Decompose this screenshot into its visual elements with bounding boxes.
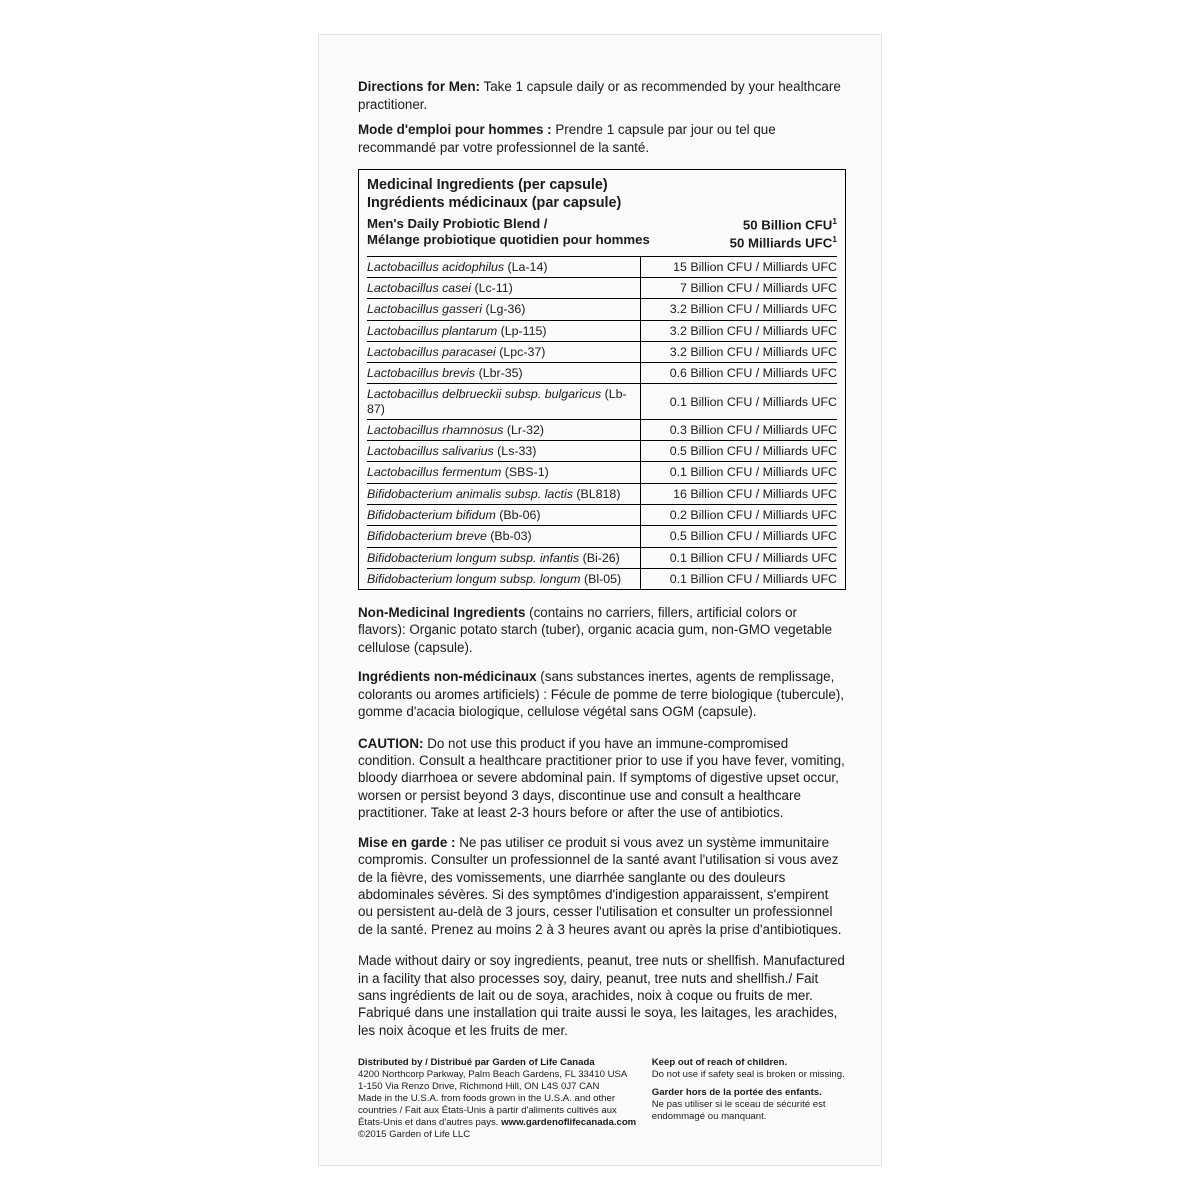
directions-section (358, 78, 846, 157)
strain-code: (Ls-33) (493, 444, 537, 459)
non-medicinal-section (358, 604, 846, 721)
origin-text: Made in the U.S.A. from foods grown in the U.S.A. and other countries / Fait aux États-Unis à partir d'aliments cultivés aux États-Unis et dans d'autres pays. (358, 1092, 617, 1128)
strain-code: (Bb-03) (486, 529, 532, 544)
strain-name-cell (367, 483, 641, 504)
strain-amount-cell: 0.1 Billion CFU / Milliards UFC (641, 384, 838, 420)
strain-code: (La-14) (504, 259, 548, 274)
strain-amount-cell: 0.5 Billion CFU / Milliards UFC (641, 441, 838, 462)
table-row (367, 384, 837, 420)
strain-code: (BL818) (572, 486, 621, 501)
strain-amount-cell: 7 Billion CFU / Milliards UFC (641, 278, 838, 299)
caution-fr (358, 834, 846, 939)
strain-amount-cell: 0.3 Billion CFU / Milliards UFC (641, 419, 838, 440)
caution-fr-text: Ne pas utiliser ce produit si vous avez un système immunitaire compromis. Consulter un professionnel de la santé avant l'utilisation si vous avez de la fièvre, des vomissements, une diarrhée sanglante ou des douleurs abdominales sévères. Si des symptômes d'indigestion apparaissent, s'empirent ou persistent au-delà de 3 jours, cesser l'utilisation et consulter un professionnel de la santé. Prenez au moins 2 à 3 heures avant ou après la prise d'antibiotiques. (358, 834, 842, 937)
blend-name (367, 216, 660, 249)
non-medicinal-fr-text: (sans substances inertes, agents de remplissage, colorants ou aromes artificiels) : Fécule de pomme de terre biologique (tubercule), gomme d'acacia biologique, cellulose végétal sans OGM (capsule). (358, 669, 845, 720)
blend-name-en: Men's Daily Probiotic Blend / (367, 215, 548, 231)
strain-code: (Lb-87) (367, 387, 627, 416)
strain-amount-cell: 0.5 Billion CFU / Milliards UFC (641, 526, 838, 547)
strain-name-cell (367, 256, 641, 277)
blend-amount-fr-footnote: 1 (832, 233, 837, 244)
strain-name-cell (367, 384, 641, 420)
allergen-text: Made without dairy or soy ingredients, peanut, tree nuts or shellfish. Manufactured in a facility that also processes soy, dairy, peanut, tree nuts and shellfish./ Fait sans ingrédients de lait ou de soya, arachides, noix à coque ou fruits de mer. Fabriqué dans une installation qui traite aussi le soya, les laitages, les arachides, les noix àcoque et les fruits de mer. (358, 953, 845, 1038)
strain-species: Lactobacillus fermentum (367, 465, 502, 480)
strain-amount-cell: 0.1 Billion CFU / Milliards UFC (641, 568, 838, 589)
table-row (367, 526, 837, 547)
keep-out-fr-text: Ne pas utiliser si le sceau de sécurité est endommagé ou manquant. (651, 1098, 826, 1122)
address-line-2: 1-150 Via Renzo Drive, Richmond Hill, ON L4S 0J7 CAN (358, 1081, 600, 1093)
strain-amount-cell: 3.2 Billion CFU / Milliards UFC (641, 341, 838, 362)
strain-species: Lactobacillus casei (367, 281, 472, 296)
strain-amount-cell: 0.1 Billion CFU / Milliards UFC (641, 462, 838, 483)
caution-en (358, 735, 846, 822)
table-row (367, 278, 837, 299)
table-row (367, 547, 837, 568)
strain-code: (Lbr-35) (475, 366, 523, 381)
strain-species: Bifidobacterium animalis subsp. lactis (367, 486, 573, 501)
strain-species: Lactobacillus brevis (367, 366, 476, 381)
blend-amount (730, 216, 837, 252)
table-row (367, 256, 837, 277)
table-row (367, 462, 837, 483)
strain-code: (Bb-06) (495, 507, 541, 522)
table-row (367, 483, 837, 504)
directions-en-label: Directions for Men: (358, 79, 481, 94)
strain-species: Bifidobacterium breve (367, 529, 487, 544)
strain-name-cell (367, 419, 641, 440)
website-link[interactable]: www.gardenoflifecanada.com (501, 1116, 637, 1128)
non-medicinal-en (358, 604, 846, 656)
blend-amount-en (730, 216, 837, 234)
strain-species: Lactobacillus delbrueckii subsp. bulgaricus (367, 387, 602, 402)
table-row (367, 504, 837, 525)
table-row (367, 341, 837, 362)
label-content (358, 78, 846, 1141)
strains-table (367, 256, 837, 589)
blend-amount-fr (730, 234, 837, 252)
strain-species: Lactobacillus plantarum (367, 323, 498, 338)
directions-en-text: Take 1 capsule daily or as recommended by your healthcare practitioner. (358, 79, 841, 112)
table-row (367, 419, 837, 440)
strain-code: (Lg-36) (482, 302, 526, 317)
caution-fr-label: Mise en garde : (358, 834, 456, 850)
blend-amount-fr-value: 50 Milliards UFC (729, 235, 833, 251)
directions-en (358, 78, 846, 113)
strain-amount-cell: 0.2 Billion CFU / Milliards UFC (641, 504, 838, 525)
origin-statement (358, 1093, 638, 1129)
blend-amount-en-footnote: 1 (832, 215, 837, 226)
table-row (367, 320, 837, 341)
strain-name-cell (367, 320, 641, 341)
blend-row (367, 216, 837, 256)
non-medicinal-en-label: Non-Medicinal Ingredients (358, 605, 526, 621)
table-row (367, 363, 837, 384)
table-row (367, 299, 837, 320)
directions-fr-text: Prendre 1 capsule par jour ou tel que recommandé par votre professionnel de la santé. (358, 122, 776, 156)
strain-code: (Lpc-37) (495, 344, 546, 359)
table-row (367, 441, 837, 462)
strain-amount-cell: 3.2 Billion CFU / Milliards UFC (641, 299, 838, 320)
caution-section (358, 735, 846, 939)
caution-en-label: CAUTION: (358, 735, 424, 751)
strain-species: Bifidobacterium bifidum (367, 507, 496, 522)
non-medicinal-fr (358, 668, 846, 720)
directions-fr (358, 121, 846, 156)
strain-name-cell (367, 341, 641, 362)
strain-amount-cell: 0.6 Billion CFU / Milliards UFC (641, 363, 838, 384)
directions-fr-label: Mode d'emploi pour hommes : (358, 122, 552, 138)
strain-code: (Lp-115) (497, 323, 547, 338)
strain-code: (Bi-26) (579, 550, 620, 565)
strain-code: (SBS-1) (501, 465, 549, 480)
strain-species: Lactobacillus acidophilus (367, 259, 505, 274)
strain-amount-cell: 16 Billion CFU / Milliards UFC (641, 483, 838, 504)
strain-species: Lactobacillus paracasei (367, 344, 496, 359)
strain-amount-cell: 3.2 Billion CFU / Milliards UFC (641, 320, 838, 341)
footer-distributor-column (358, 1057, 652, 1140)
copyright: ©2015 Garden of Life LLC (358, 1128, 471, 1140)
medicinal-ingredients-box (358, 169, 846, 590)
blend-amount-en-value: 50 Billion CFU (742, 217, 833, 233)
strain-amount-cell: 0.1 Billion CFU / Milliards UFC (641, 547, 838, 568)
footer-warning-column (652, 1057, 846, 1140)
strain-species: Lactobacillus rhamnosus (367, 422, 504, 437)
strain-name-cell (367, 526, 641, 547)
strain-name-cell (367, 547, 641, 568)
address-line-1: 4200 Northcorp Parkway, Palm Beach Gardens, FL 33410 USA (358, 1069, 628, 1081)
distributed-by: Distributed by / Distribué par Garden of Life Canada (358, 1057, 595, 1069)
footer-section (358, 1057, 846, 1140)
strain-name-cell (367, 363, 641, 384)
strain-code: (Lc-11) (471, 281, 513, 296)
table-row (367, 568, 837, 589)
allergen-section (358, 952, 846, 1039)
strain-name-cell (367, 441, 641, 462)
blend-name-fr: Mélange probiotique quotidien pour hommes (367, 232, 650, 248)
strain-species: Bifidobacterium longum subsp. longum (367, 571, 581, 586)
keep-out-en-label: Keep out of reach of children. (651, 1057, 788, 1069)
ingredients-title-fr: Ingrédients médicinaux (par capsule) (367, 194, 622, 211)
strain-species: Lactobacillus salivarius (367, 444, 494, 459)
strain-code: (Lr-32) (503, 422, 544, 437)
strain-name-cell (367, 504, 641, 525)
strain-species: Lactobacillus gasseri (367, 302, 483, 317)
strain-code: (Bl-05) (580, 571, 622, 586)
caution-en-text: Do not use this product if you have an immune-compromised condition. Consult a healthcare practitioner prior to use if you have fever, vomiting, bloody diarrhoea or severe abdominal pain. If symptoms of digestive upset occur, worsen or persist beyond 3 days, discontinue use and consult a healthcare practitioner. Take at least 2-3 hours before or after the use of antibiotics. (358, 735, 845, 821)
non-medicinal-fr-label: Ingrédients non-médicinaux (358, 669, 537, 685)
ingredients-title-en: Medicinal Ingredients (per capsule) (367, 176, 608, 193)
non-medicinal-en-text: (contains no carriers, fillers, artificial colors or flavors): Organic potato starch (tuber), organic acacia gum, non-GMO vegetable cellulose (capsule). (358, 605, 833, 655)
strain-species: Bifidobacterium longum subsp. infantis (367, 550, 580, 565)
keep-out-fr-label: Garder hors de la portée des enfants. (651, 1087, 822, 1099)
strain-name-cell (367, 299, 641, 320)
strain-name-cell (367, 278, 641, 299)
strain-name-cell (367, 462, 641, 483)
strain-name-cell (367, 568, 641, 589)
keep-out-en-text: Do not use if safety seal is broken or missing. (651, 1069, 845, 1081)
strain-amount-cell: 15 Billion CFU / Milliards UFC (641, 256, 838, 277)
